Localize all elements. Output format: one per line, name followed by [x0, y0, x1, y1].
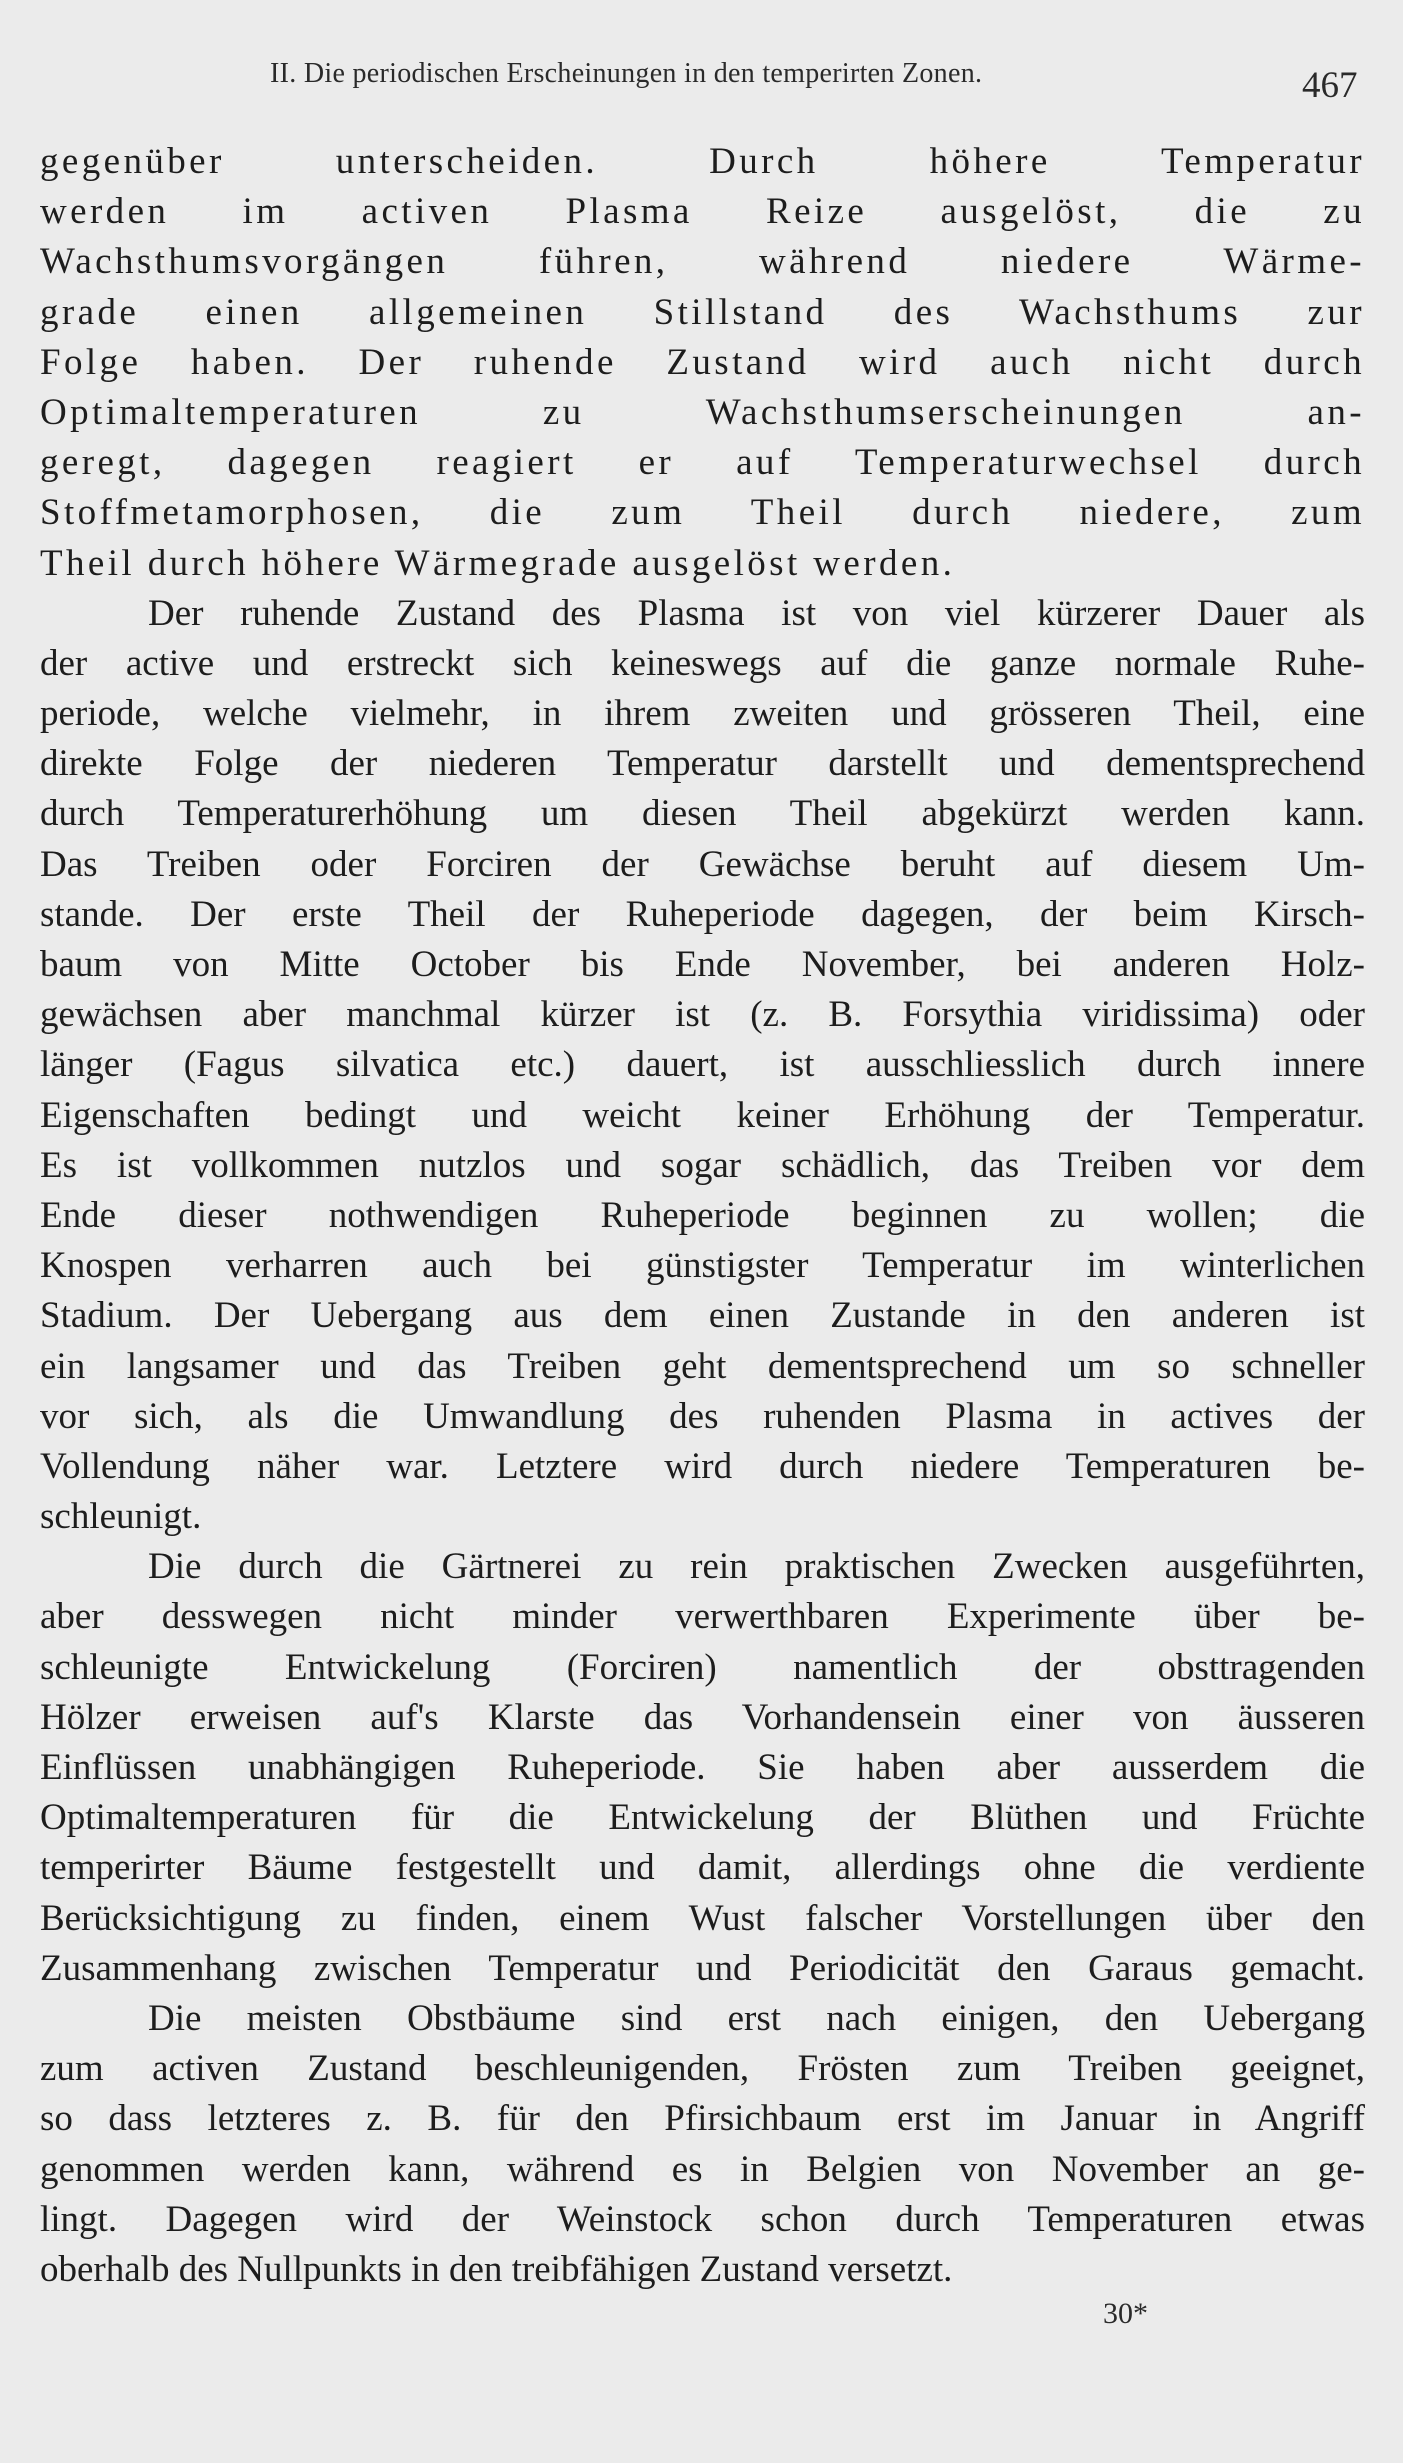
running-head	[0, 52, 1403, 112]
text-line: Optimaltemperaturen für die Entwickelung der Blüthen und Früchte	[40, 1797, 1365, 1839]
text-line: Es ist vollkommen nutzlos und sogar schädlich, das Treiben vor dem	[40, 1144, 1365, 1186]
text-line: Folge haben. Der ruhende Zustand wird auch nicht durch	[40, 341, 1365, 383]
paragraph-first-line: Die durch die Gärtnerei zu rein praktischen Zwecken ausgeführten,	[148, 1546, 1365, 1588]
text-line: vor sich, als die Umwandlung des ruhenden Plasma in actives der	[40, 1395, 1365, 1437]
text-line: der active und erstreckt sich keineswegs auf die ganze normale Ruhe-	[40, 642, 1365, 684]
text-line: so dass letzteres z. B. für den Pfirsichbaum erst im Januar in Angriff	[40, 2098, 1365, 2140]
text-line: werden im activen Plasma Reize ausgelöst, die zu	[40, 191, 1365, 233]
text-line: Theil durch höhere Wärmegrade ausgelöst werden.	[40, 542, 956, 584]
text-line: periode, welche vielmehr, in ihrem zweiten und grösseren Theil, eine	[40, 693, 1365, 735]
text-line: stande. Der erste Theil der Ruheperiode dagegen, der beim Kirsch-	[40, 893, 1365, 935]
text-line: grade einen allgemeinen Stillstand des Wachsthums zur	[40, 291, 1365, 333]
text-line: zum activen Zustand beschleunigenden, Frösten zum Treiben geeignet,	[40, 2048, 1365, 2090]
body-text	[40, 137, 1365, 2295]
text-line: länger (Fagus silvatica etc.) dauert, ist ausschliesslich durch innere	[40, 1044, 1365, 1086]
text-line: Das Treiben oder Forciren der Gewächse beruht auf diesem Um-	[40, 843, 1365, 885]
text-line: Zusammenhang zwischen Temperatur und Periodicität den Garaus gemacht.	[40, 1947, 1365, 1989]
text-line: durch Temperaturerhöhung um diesen Theil abgekürzt werden kann.	[40, 793, 1365, 835]
text-line: ein langsamer und das Treiben geht dementsprechend um so schneller	[40, 1345, 1365, 1387]
text-line: Knospen verharren auch bei günstigster Temperatur im winterlichen	[40, 1245, 1365, 1287]
text-line: schleunigt.	[40, 1496, 202, 1538]
text-line: Wachsthumsvorgängen führen, während niedere Wärme-	[40, 241, 1365, 283]
text-line: Hölzer erweisen auf's Klarste das Vorhandensein einer von äusseren	[40, 1696, 1365, 1738]
text-line: gegenüber unterscheiden. Durch höhere Temperatur	[40, 141, 1365, 182]
text-line: oberhalb des Nullpunkts in den treibfähigen Zustand versetzt.	[40, 2248, 953, 2290]
text-line: Stoffmetamorphosen, die zum Theil durch niedere, zum	[40, 492, 1365, 534]
running-head-title: II. Die periodischen Erscheinungen in den temperirten Zonen.	[270, 58, 983, 89]
paragraph-first-line: Der ruhende Zustand des Plasma ist von viel kürzerer Dauer als	[148, 592, 1365, 634]
text-line: Berücksichtigung zu finden, einem Wust falscher Vorstellungen über den	[40, 1897, 1365, 1939]
text-line: direkte Folge der niederen Temperatur darstellt und dementsprechend	[40, 743, 1365, 785]
text-line: baum von Mitte October bis Ende November, bei anderen Holz-	[40, 944, 1365, 985]
text-line: Vollendung näher war. Letztere wird durch niedere Temperaturen be-	[40, 1445, 1365, 1487]
text-line: aber desswegen nicht minder verwerthbaren Experimente über be-	[40, 1596, 1365, 1638]
text-line: Eigenschaften bedingt und weicht keiner Erhöhung der Temperatur.	[40, 1094, 1365, 1136]
text-line: Ende dieser nothwendigen Ruheperiode beginnen zu wollen; die	[40, 1194, 1365, 1236]
text-line: schleunigte Entwickelung (Forciren) namentlich der obsttragenden	[40, 1646, 1365, 1688]
text-line: Stadium. Der Uebergang aus dem einen Zustande in den anderen ist	[40, 1295, 1365, 1337]
text-line: lingt. Dagegen wird der Weinstock schon durch Temperaturen etwas	[40, 2198, 1365, 2240]
page-number: 467	[1302, 65, 1358, 106]
text-line: gewächsen aber manchmal kürzer ist (z. B. Forsythia viridissima) oder	[40, 994, 1365, 1036]
text-line: temperirter Bäume festgestellt und damit, allerdings ohne die verdiente	[40, 1847, 1365, 1889]
text-line: geregt, dagegen reagiert er auf Temperaturwechsel durch	[40, 442, 1365, 484]
text-line: Einflüssen unabhängigen Ruheperiode. Sie haben aber ausserdem die	[40, 1747, 1365, 1788]
text-line: Optimaltemperaturen zu Wachsthumserscheinungen an-	[40, 391, 1365, 433]
text-line: genommen werden kann, während es in Belgien von November an ge-	[40, 2148, 1365, 2190]
signature-mark: 30*	[1103, 2297, 1148, 2330]
paragraph-first-line: Die meisten Obstbäume sind erst nach einigen, den Uebergang	[148, 1997, 1365, 2039]
